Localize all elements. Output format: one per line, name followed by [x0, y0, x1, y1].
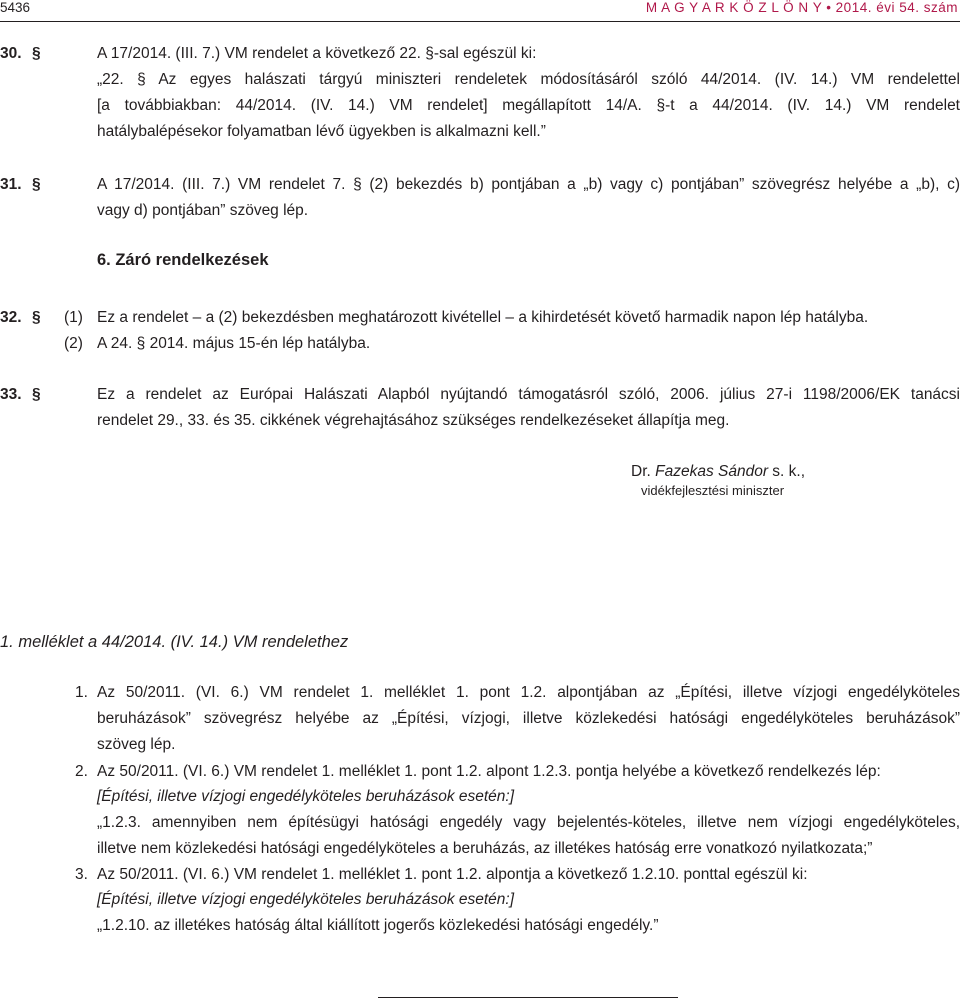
annex-item-2-text-1: Az 50/2011. (VI. 6.) VM rendelet 1. melléklet 1. pont 1.2. alpont 1.2.3. pontja helyébe a következő rendelkezés lép:: [97, 763, 881, 780]
section-31-text-2: vagy d) pontjában” szöveg lép.: [97, 202, 309, 219]
annex-item-3-context: [Építési, illetve vízjogi engedélyköteles beruházások esetén:]: [97, 891, 515, 908]
signatory-name-italic: Fazekas Sándor: [655, 463, 768, 480]
annex-item-3-number: 3.: [75, 866, 88, 883]
annex-item-2-context: [Építési, illetve vízjogi engedélyköteles beruházások esetén:]: [97, 788, 515, 805]
section-30-number: 30.: [0, 45, 22, 62]
section-32-para-1-text: Ez a rendelet – a (2) bekezdésben meghatározott kivétellel – a kihirdetését követő harmadik napon lép hatályba.: [97, 309, 869, 326]
section-33-sign: §: [32, 386, 41, 403]
annex-item-1-text-3: szöveg lép.: [97, 736, 176, 753]
bottom-divider: [378, 997, 678, 998]
section-33-text-1: Ez a rendelet az Európai Halászati Alapból nyújtandó támogatásról szóló, 2006. július 27-i 1198/2006/EK tanácsi: [97, 386, 960, 403]
signatory-name: [631, 462, 805, 482]
section-30-text-4: hatálybalépésekor folyamatban lévő ügyekben is alkalmazni kell.”: [97, 123, 546, 140]
section-31-sign: §: [32, 176, 41, 193]
section-32-para-1-label: (1): [64, 309, 83, 326]
annex-item-1-text-2: beruházások” szövegrész helyébe az „Építési, vízjogi, illetve közlekedési hatósági engedélyköteles beruházások”: [97, 710, 960, 727]
annex-item-1-text-1: Az 50/2011. (VI. 6.) VM rendelet 1. melléklet 1. pont 1.2. alpontjában az „Építési, illetve vízjogi engedélyköteles: [97, 684, 960, 701]
section-32-para-2-label: (2): [64, 335, 83, 352]
annex-item-3-text-3: „1.2.10. az illetékes hatóság által kiállított jogerős közlekedési hatósági engedély.”: [97, 917, 659, 934]
section-31-number: 31.: [0, 176, 22, 193]
section-32-number: 32.: [0, 309, 22, 326]
signatory-name-prefix: Dr.: [631, 463, 656, 480]
section-30-sign: §: [32, 45, 41, 62]
page-header: [0, 0, 960, 18]
section-30-text-2: „22. § Az egyes halászati tárgyú miniszteri rendeletek módosításáról szóló 44/2014. (IV. 14.) VM rendelettel: [97, 71, 960, 88]
page-number: 5436: [0, 0, 31, 15]
journal-title: M A G Y A R K Ö Z L Ö N Y • 2014. évi 54. szám: [645, 0, 958, 15]
annex-item-3-text-1: Az 50/2011. (VI. 6.) VM rendelet 1. melléklet 1. pont 1.2. alpontja a következő 1.2.10. ponttal egészül ki:: [97, 866, 808, 883]
section-33-number: 33.: [0, 386, 22, 403]
annex-item-2-text-3: „1.2.3. amennyiben nem építésügyi hatósági engedély vagy bejelentés-köteles, illetve nem vízjogi engedélyköteles,: [97, 814, 960, 831]
signatory-name-suffix: s. k.,: [768, 463, 806, 480]
header-divider: [0, 21, 960, 22]
annex-title: 1. melléklet a 44/2014. (IV. 14.) VM rendelethez: [0, 633, 349, 651]
section-31-text-1: A 17/2014. (III. 7.) VM rendelet 7. § (2) bekezdés b) pontjában a „b) vagy c) pontjában” szövegrész helyébe a „b), c): [97, 176, 960, 193]
signatory-title: vidékfejlesztési miniszter: [641, 483, 785, 498]
chapter-title: 6. Záró rendelkezések: [97, 251, 269, 269]
section-30-text-1: A 17/2014. (III. 7.) VM rendelet a következő 22. §-sal egészül ki:: [97, 45, 537, 62]
section-32-sign: §: [32, 309, 41, 326]
section-32-para-2-text: A 24. § 2014. május 15-én lép hatályba.: [97, 335, 371, 352]
annex-item-1-number: 1.: [75, 684, 88, 701]
annex-item-2-number: 2.: [75, 763, 88, 780]
annex-item-2-text-4: illetve nem közlekedési hatósági engedélyköteles a beruházás, az illetékes hatóság erre vonatkozó nyilatkozata;”: [97, 840, 873, 857]
section-30-text-3: [a továbbiakban: 44/2014. (IV. 14.) VM rendelet] megállapított 14/A. §-t a 44/2014. (IV. 14.) VM rendelet: [97, 97, 960, 114]
section-33-text-2: rendelet 29., 33. és 35. cikkének végrehajtásához szükséges rendelkezéseket állapítja meg.: [97, 412, 730, 429]
